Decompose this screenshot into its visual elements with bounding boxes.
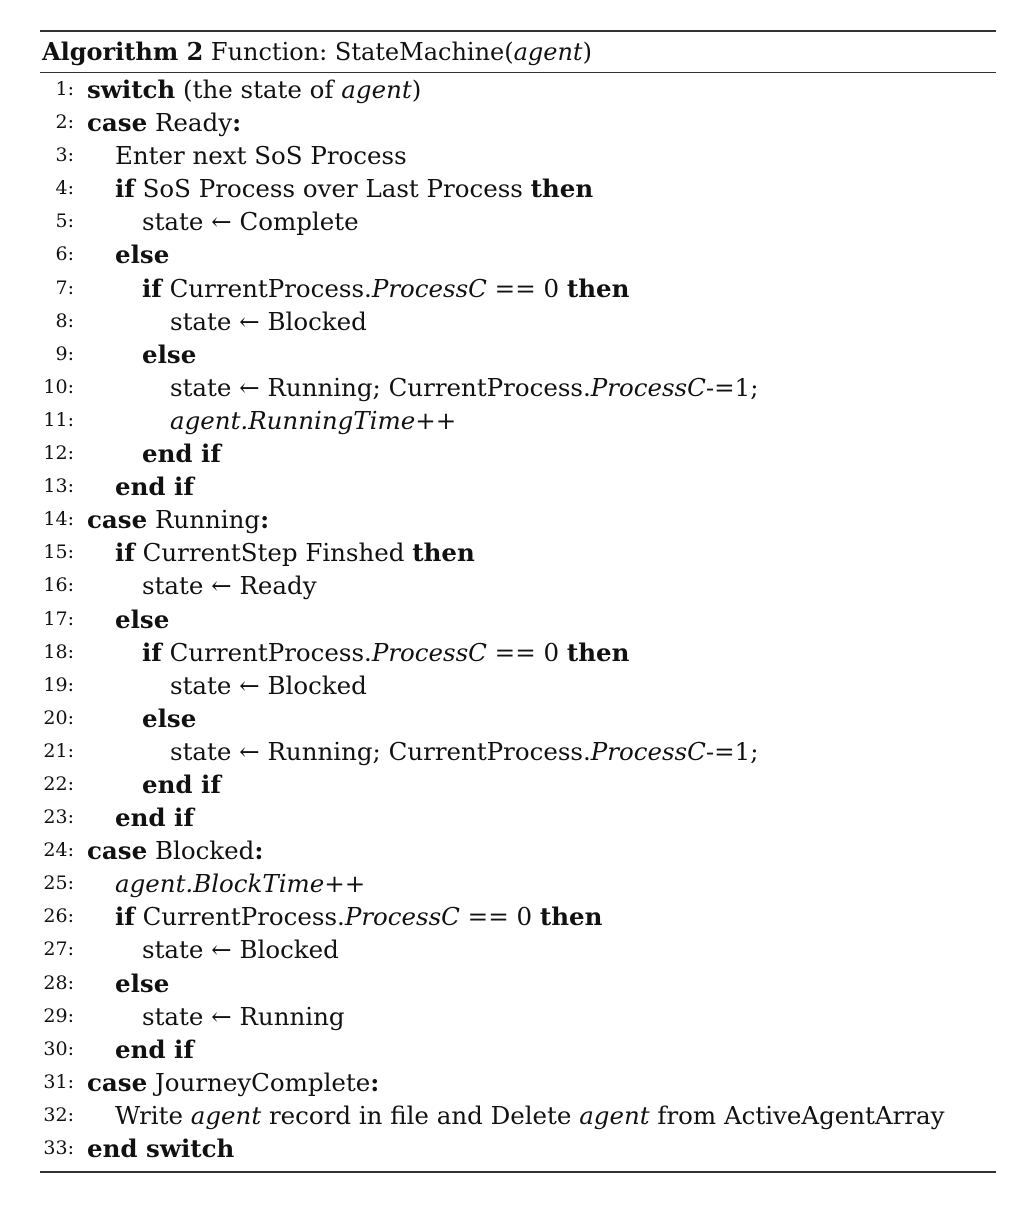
code-text: CurrentProcess. [134,902,345,932]
algorithm-line [40,900,996,933]
keyword: end if [115,472,194,502]
code-text: Running [147,505,261,535]
code-text: CurrentProcess. [161,273,372,303]
code-text: -=1; [705,372,759,402]
line-code [170,305,367,338]
line-code [115,900,602,933]
algorithm-line [40,702,996,735]
keyword: then [539,902,603,932]
keyword: if [115,538,135,568]
code-text: SoS Process over Last Process [134,174,531,204]
keyword: switch [87,75,176,104]
keyword: then [566,273,630,303]
line-number: 2: [55,111,74,134]
line-code [170,371,759,404]
keyword: else [142,339,197,369]
code-text: state ← Running [142,1001,345,1031]
line-code [115,967,169,1000]
line-number: 3: [55,144,74,167]
code-text: state ← Blocked [170,670,367,700]
line-code [115,867,365,900]
keyword: end if [115,1034,194,1064]
line-number: 19: [43,673,74,696]
italic-term: agent [341,75,412,104]
code-text: state ← Ready [142,571,317,601]
line-number: 31: [43,1070,74,1093]
keyword: else [115,968,170,998]
algorithm-line [40,503,996,536]
code-text: state ← Blocked [142,935,339,965]
italic-term: agent.BlockTime [115,869,325,899]
algorithm-line [40,437,996,470]
keyword: then [412,538,475,568]
algorithm-line [40,1033,996,1066]
algorithm-line [40,933,996,966]
line-code [115,139,407,172]
keyword: end switch [87,1134,235,1163]
algorithm-line [40,1099,996,1132]
line-number: 27: [43,938,74,961]
line-number: 22: [43,772,74,795]
keyword: case [87,505,148,535]
keyword: else [142,703,197,733]
line-number: 9: [55,342,74,365]
algorithm-line [40,1066,996,1099]
code-text: Write [115,1100,191,1130]
code-text: CurrentProcess. [161,637,372,667]
line-number: 17: [43,607,74,630]
line-number: 26: [43,905,74,928]
code-text: Blocked [147,836,255,866]
keyword: case [87,836,148,866]
caption-prefix: Function: StateMachine( [210,38,514,66]
algorithm-line [40,801,996,834]
code-text: == 0 [459,902,540,932]
keyword: : [260,505,270,535]
algorithm-line [40,636,996,669]
algorithm-line [40,272,996,305]
line-code [142,702,196,735]
algorithm-line [40,735,996,768]
algorithm-line [40,768,996,801]
algorithm-label: Algorithm 2 [42,37,204,66]
line-number: 6: [55,243,74,266]
line-code [170,404,456,437]
line-number: 33: [43,1137,74,1159]
line-number: 11: [43,408,74,431]
italic-term: agent [579,1100,650,1130]
code-text: ) [411,75,422,104]
line-code [142,338,196,371]
line-number: 10: [43,375,74,398]
algorithm-line [40,73,996,106]
line-code [142,1000,345,1033]
algorithm-line [40,371,996,404]
italic-term: ProcessC [590,736,706,766]
algorithm-caption [40,32,996,72]
algorithm-line [40,205,996,238]
line-number: 18: [43,640,74,663]
keyword: end if [142,439,221,469]
algorithm-line [40,305,996,338]
italic-term: ProcessC [590,372,706,402]
line-number: 14: [43,508,74,531]
code-text: state ← Complete [142,207,359,237]
line-number: 20: [43,706,74,729]
algorithm-line [40,404,996,437]
line-code [115,536,475,569]
code-text: state ← Blocked [170,306,367,336]
line-code [142,636,629,669]
line-code [87,834,263,867]
line-code [87,503,269,536]
line-number: 28: [43,971,74,994]
code-text: Enter next SoS Process [115,141,407,171]
line-code [115,238,169,271]
line-number: 25: [43,872,74,895]
code-text: JourneyComplete [147,1067,371,1097]
line-number: 15: [43,541,74,564]
line-number: 30: [43,1037,74,1060]
algorithm-line [40,139,996,172]
italic-term: ProcessC [371,637,487,667]
line-code [87,73,421,106]
keyword: then [530,174,594,204]
algorithm-line [40,238,996,271]
line-number: 7: [55,276,74,299]
line-code [115,603,169,636]
keyword: : [370,1067,380,1097]
italic-term: ProcessC [371,273,487,303]
line-code [142,205,359,238]
line-number: 16: [43,574,74,597]
code-text: CurrentStep Finshed [134,538,413,568]
keyword: if [142,637,162,667]
line-code [115,801,194,834]
line-number: 13: [43,475,74,498]
algorithm-lines [40,73,996,1165]
line-code [142,933,339,966]
line-code [142,272,629,305]
line-code [115,1033,194,1066]
code-text: state ← Running; CurrentProcess. [170,736,591,766]
line-number: 29: [43,1004,74,1027]
algorithm-line [40,338,996,371]
keyword: else [115,604,170,634]
line-code [142,768,221,801]
keyword: : [254,836,264,866]
algorithm-line [40,967,996,1000]
line-number: 24: [43,839,74,862]
keyword: if [142,273,162,303]
caption-arg: agent [513,38,583,66]
code-text: record in file and Delete [261,1100,580,1130]
line-code [115,172,593,205]
code-text: Ready [147,108,233,138]
line-number: 12: [43,442,74,465]
caption-suffix: ) [582,38,592,66]
algorithm-line [40,1132,996,1165]
keyword: case [87,1067,148,1097]
algorithm-block [40,30,996,1173]
code-text: from ActiveAgentArray [649,1100,945,1130]
line-code [170,669,367,702]
line-code [87,106,241,139]
code-text: -=1; [705,736,759,766]
line-code [115,470,194,503]
line-code [142,437,221,470]
keyword: if [115,174,135,204]
keyword: case [87,108,148,138]
italic-term: ProcessC [344,902,460,932]
keyword: end if [115,803,194,833]
line-code [142,569,317,602]
keyword: : [232,108,242,138]
line-number: 32: [43,1103,74,1126]
algorithm-line [40,867,996,900]
code-text: ++ [415,405,457,435]
line-number: 21: [43,739,74,762]
algorithm-line [40,470,996,503]
code-text: (the state of [175,75,342,104]
code-text: == 0 [486,637,567,667]
keyword: else [115,240,170,270]
bottom-rule [40,1171,996,1173]
line-code [87,1066,379,1099]
line-code [170,735,759,768]
keyword: if [115,902,135,932]
algorithm-line [40,172,996,205]
algorithm-line [40,603,996,636]
algorithm-line [40,569,996,602]
line-number: 1: [55,78,74,100]
code-text: ++ [324,869,366,899]
keyword: end if [142,769,221,799]
line-number: 8: [55,309,74,332]
line-code [115,1099,944,1132]
line-code [87,1132,234,1165]
italic-term: agent.RunningTime [170,405,416,435]
code-text: == 0 [486,273,567,303]
algorithm-line [40,834,996,867]
algorithm-line [40,1000,996,1033]
algorithm-line [40,106,996,139]
code-text: state ← Running; CurrentProcess. [170,372,591,402]
algorithm-line [40,669,996,702]
line-number: 5: [55,210,74,233]
algorithm-line [40,536,996,569]
italic-term: agent [190,1100,262,1130]
keyword: then [566,637,630,667]
line-number: 4: [55,177,74,200]
line-number: 23: [43,806,74,829]
